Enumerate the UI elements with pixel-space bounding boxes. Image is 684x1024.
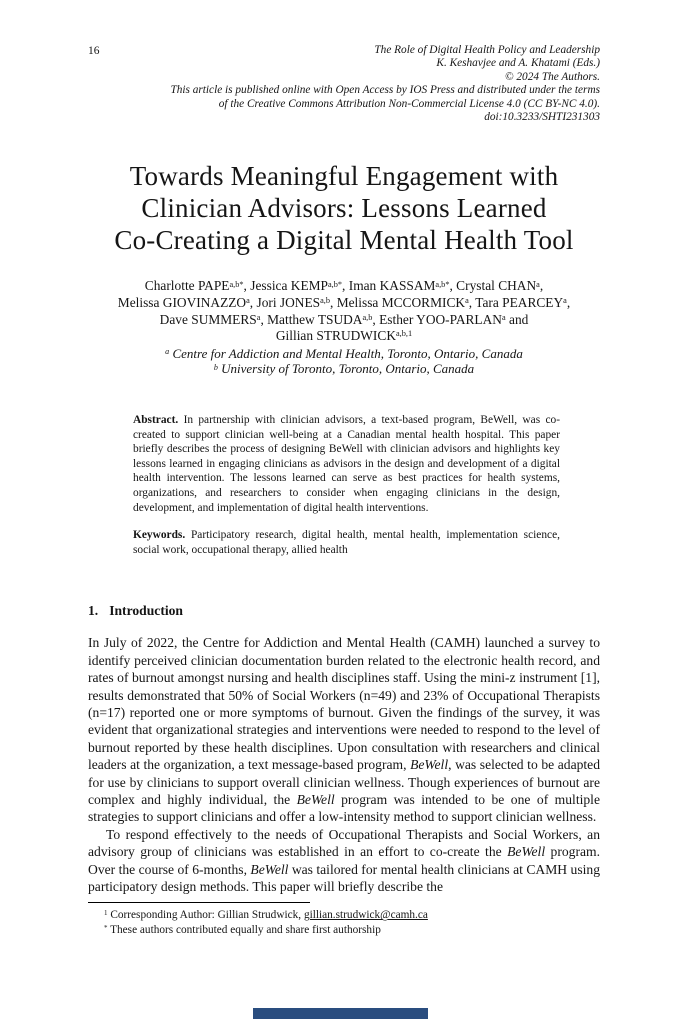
text-segment: b <box>213 362 218 372</box>
author-line <box>88 278 600 295</box>
text-segment: a <box>165 347 170 357</box>
journal-header-line: This article is published online with Open Access by IOS Press and distributed under the terms <box>170 84 600 97</box>
corresponding-author-email-link[interactable]: gillian.strudwick@camh.ca <box>303 909 428 922</box>
text-segment: Dave SUMMERS <box>159 311 257 327</box>
text-segment: , <box>566 295 571 311</box>
journal-header-line: © 2024 The Authors. <box>505 70 600 83</box>
journal-header <box>88 44 600 124</box>
text-segment: BeWell <box>410 757 449 773</box>
bottom-blue-bar <box>253 1008 428 1019</box>
text-segment: , was selected to be adapted for use by clinicians to support overall clinician wellness. Though experiences of burnout are complex and highly individual, the <box>88 757 601 807</box>
text-segment: To respond effectively to the needs of Occupational Therapists and Social Workers, an advisory group of clinicians was established in an effort to co-create the <box>88 826 600 860</box>
text-segment: a <box>256 312 261 322</box>
text-segment: Centre for Addiction and Mental Health, Toronto, Ontario, Canada <box>169 345 523 361</box>
text-segment: , Tara PEARCEY <box>468 295 564 311</box>
text-segment: Abstract. <box>133 414 179 426</box>
text-segment: a,b* <box>435 279 450 289</box>
text-segment: was tailored for mental health clinicians at CAMH using participatory design methods. This paper will briefly describe the <box>88 861 600 895</box>
text-segment: a <box>465 296 469 306</box>
body-paragraph <box>88 826 600 896</box>
text-segment: , Jessica KEMP <box>243 278 328 294</box>
affiliation-line <box>88 346 600 362</box>
text-segment: In July of 2022, the Centre for Addiction and Mental Health (CAMH) launched a survey to identify perceived clinician documentation burden related to the electronic health record, and rates of burnout amongst nursing and health disciplines staff. Using the mini-z instrument [1], results demonstrated that 50% of Social Workers (n=49) and 23% of Occupational Therapists (n=17) reported one or more symptoms of burnout. Given the findings of the survey, it was evident that organizational strategies and interventions were needed to respond to the level of burnout reported by these health disciplines. Upon consultation with researchers and clinical leaders at the organization, a text message-based program, <box>88 635 600 773</box>
text-segment: Charlotte PAPE <box>144 278 230 294</box>
text-segment: and <box>505 311 529 327</box>
text-segment: Gillian STRUDWICK <box>275 328 396 344</box>
text-segment: BeWell <box>250 861 289 877</box>
text-segment: In partnership with clinician advisors, a text-based program, BeWell, was co-created to support clinician well-being at a Canadian mental health hospital. This paper briefly describes the process of designing BeWell with clinician advisors and highlights key lessons learned in engaging clinicians as advisors in the design and development of a digital health intervention. The lessons learned can serve as best practices for health systems, organizations, and researchers to consider when engaging clinicians in the design, development, and implementation of digital health interventions. <box>133 414 560 514</box>
text-segment: BeWell <box>507 844 546 860</box>
footnote-marker: 1 <box>104 909 108 918</box>
text-segment: , Matthew TSUDA <box>260 311 363 327</box>
text-segment: a <box>246 296 250 306</box>
author-list <box>88 278 600 344</box>
footnote-text: Corresponding Author: Gillian Strudwick, <box>107 909 304 922</box>
paper-title-line: Co-Creating a Digital Mental Health Tool <box>114 225 574 256</box>
text-segment: , <box>539 278 544 294</box>
footnote-separator-rule <box>88 902 310 903</box>
section-label: Introduction <box>109 603 183 619</box>
page-number: 16 <box>88 45 100 57</box>
author-line <box>88 328 600 345</box>
text-segment: , Jori JONES <box>249 295 321 311</box>
section-number: 1. <box>88 603 99 619</box>
text-segment: Participatory research, digital health, mental health, implementation science, social work, occupational therapy, allied health <box>133 529 560 556</box>
body-paragraph <box>88 634 600 825</box>
doi-line: doi:10.3233/SHTI231303 <box>484 111 600 124</box>
text-segment: BeWell <box>296 792 335 807</box>
text-segment: , Melissa MCCORMICK <box>330 295 466 311</box>
text-segment: , Crystal CHAN <box>449 278 537 294</box>
text-segment: Melissa GIOVINAZZO <box>117 295 247 311</box>
text-segment: a,b* <box>229 279 244 289</box>
footnote-corresponding-author <box>104 908 600 922</box>
footnote-equal-contribution <box>104 923 600 937</box>
introduction-body <box>88 634 600 895</box>
text-segment: University of Toronto, Toronto, Ontario, Canada <box>217 361 475 377</box>
section-heading-introduction <box>88 603 600 619</box>
text-segment: a <box>563 296 567 306</box>
journal-header-line: The Role of Digital Health Policy and Leadership <box>374 44 600 56</box>
text-segment: a,b* <box>327 279 343 289</box>
paper-title <box>88 160 600 256</box>
author-line <box>88 312 600 329</box>
text-segment: Keywords. <box>133 529 186 542</box>
text-segment: a,b,1 <box>396 329 413 339</box>
paper-title-line: Clinician Advisors: Lessons Learned <box>141 193 547 224</box>
journal-header-line: K. Keshavjee and A. Khatami (Eds.) <box>436 57 600 70</box>
journal-header-line: of the Creative Commons Attribution Non-Commercial License 4.0 (CC BY-NC 4.0). <box>218 97 600 110</box>
text-segment: a <box>536 279 540 289</box>
text-segment: , Iman KASSAM <box>342 278 436 294</box>
text-segment: a,b <box>362 312 373 322</box>
text-segment: , Esther YOO-PARLAN <box>372 311 502 327</box>
affiliation-line <box>88 361 600 377</box>
author-line <box>88 295 600 312</box>
paper-title-line: Towards Meaningful Engagement with <box>129 161 559 192</box>
affiliation-list <box>88 346 600 377</box>
text-segment: program. Over the course of 6-months, <box>88 844 600 877</box>
footnote-marker: * <box>104 923 108 932</box>
keywords <box>133 528 560 557</box>
text-segment: a,b <box>320 296 331 306</box>
text-segment: program was intended to be one of multiple strategies to support clinicians and offer a low-intensity method to support clinician wellness. <box>88 792 600 825</box>
footnote-text: These authors contributed equally and share first authorship <box>107 923 381 936</box>
page-header <box>88 44 600 124</box>
abstract <box>133 413 560 515</box>
footnotes <box>88 908 600 936</box>
text-segment: a <box>501 312 506 322</box>
